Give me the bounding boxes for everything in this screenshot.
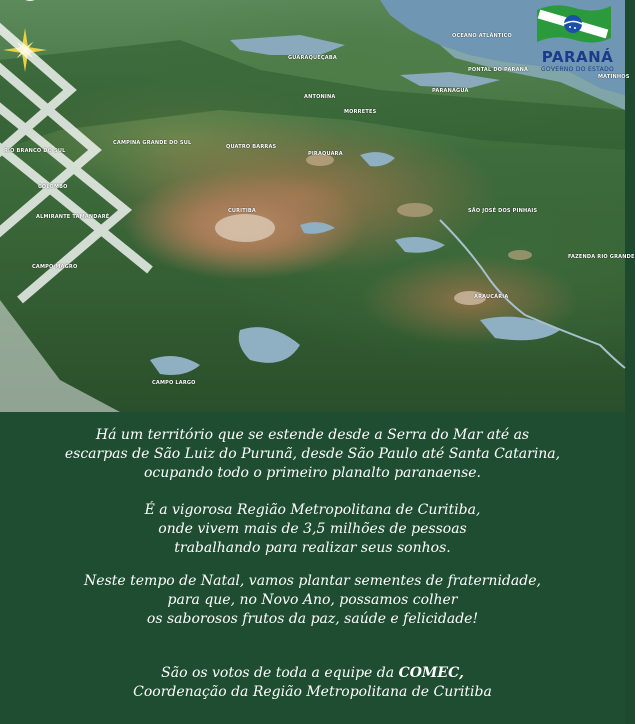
message-line: para que, no Novo Ano, possamos colher — [167, 592, 458, 608]
place-label: PARANAGUÁ — [432, 88, 469, 94]
message-line: Há um território que se estende desde a Serra do Mar até as — [95, 427, 530, 443]
place-label: MATINHOS — [598, 74, 630, 80]
message-line: ocupando todo o primeiro planalto paranaense. — [143, 465, 482, 481]
message-paragraph-2 — [0, 501, 625, 558]
place-label: ALMIRANTE TAMANDARÉ — [36, 214, 110, 220]
place-label: QUATRO BARRAS — [226, 144, 277, 150]
place-label: SÃO JOSÉ DOS PINHAIS — [468, 208, 538, 214]
signature-line — [0, 664, 625, 683]
place-label: OCEANO ATLÂNTICO — [452, 33, 512, 39]
place-label: RIO BRANCO DO SUL — [4, 148, 66, 154]
message-line: os saborosos frutos da paz, saúde e felicidade! — [146, 611, 479, 627]
logo-name: PARANÁ — [541, 48, 614, 66]
place-label: ANTONINA — [304, 94, 336, 100]
message-line: Neste tempo de Natal, vamos plantar sementes de fraternidade, — [84, 573, 541, 589]
message-line: onde vivem mais de 3,5 milhões de pessoas — [158, 521, 467, 537]
greeting-message — [0, 412, 625, 724]
place-label: FAZENDA RIO GRANDE — [568, 254, 635, 260]
message-line: É a vigorosa Região Metropolitana de Curitiba, — [144, 502, 481, 518]
place-label: CAMPO LARGO — [152, 380, 196, 386]
place-label: PIRAQUARA — [308, 151, 343, 157]
place-label: COLOMBO — [38, 184, 68, 190]
place-label: MORRETES — [344, 109, 377, 115]
place-label: PONTAL DO PARANÁ — [468, 67, 529, 73]
message-paragraph-1 — [0, 426, 625, 483]
place-label: CAMPO MAGRO — [32, 264, 78, 270]
signature-line-2: Coordenação da Região Metropolitana de Curitiba — [133, 684, 492, 700]
message-line: escarpas de São Luiz do Purunã, desde São Paulo até Santa Catarina, — [64, 446, 561, 462]
place-label: CAMPINA GRANDE DO SUL — [113, 140, 192, 146]
logo-subtitle: GOVERNO DO ESTADO — [540, 66, 615, 73]
message-line: trabalhando para realizar seus sonhos. — [174, 540, 451, 556]
place-label: GUARAQUEÇABA — [288, 55, 337, 61]
signature-prefix: São os votos de toda a equipe da — [161, 665, 399, 681]
organization-name: COMEC, — [398, 665, 464, 681]
place-label: CURITIBA — [228, 208, 256, 214]
parana-flag-icon — [535, 2, 613, 46]
message-paragraph-3 — [0, 572, 625, 629]
place-label: ARAUCÁRIA — [474, 294, 509, 300]
message-signature — [0, 664, 625, 702]
